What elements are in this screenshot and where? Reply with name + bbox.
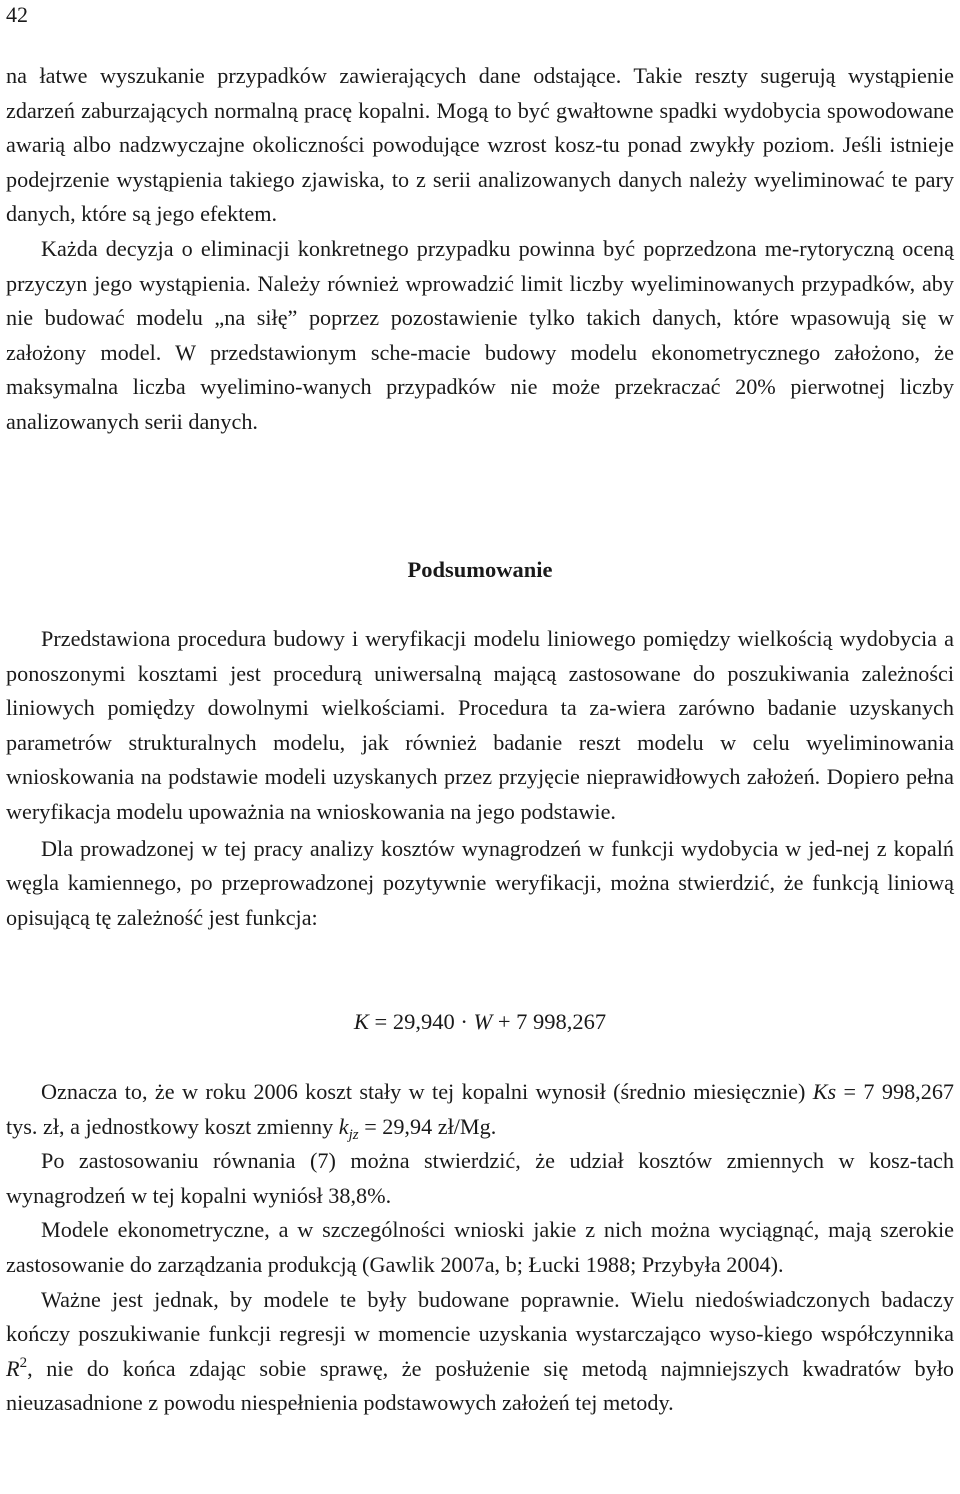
conclusion-text (6, 1075, 954, 1421)
paragraph (6, 1283, 954, 1421)
text-run: = 29,94 zł/Mg. (358, 1113, 497, 1139)
paragraph: Modele ekonometryczne, a w szczególności wnioski jakie z nich można wyciągnąć, mają szerokie zastosowanie do zarządzania produkcją (Gawlik 2007a, b; Łucki 1988; Przybyła 2004). (6, 1217, 954, 1277)
paragraph: Każda decyzja o eliminacji konkretnego przypadku powinna być poprzedzona me-rytoryczną oceną przyczyn jego wystąpienia. Należy również wprowadzić limit liczby wyeliminowanych przypadków, aby nie budować modelu „na siłę” poprzez pozostawienie tylko takich danych, które wpasowują się w założony model. W przedstawionym sche-macie budowy modelu ekonometrycznego założono, że maksymalna liczba wyelimino-wanych przypadków nie może przekraczać 20% pierwotnej liczby analizowanych serii danych. (6, 235, 954, 434)
superscript-2: 2 (19, 1354, 28, 1371)
equation-variable-w: W (473, 1009, 493, 1034)
intro-text (6, 59, 954, 440)
equation-coefficient: = 29,940 · (368, 1009, 474, 1034)
text-run: , nie do końca zdając sobie sprawę, że posłużenie się metodą najmniejszych kwadratów było nieuzasadnione z powodu niespełnienia podstawowych założeń tej metody. (6, 1355, 954, 1416)
text-run: = 7 998,267 tys. zł, a jednostkowy koszt zmienny (6, 1079, 955, 1139)
symbol-ks: Ks (812, 1079, 837, 1104)
paragraph: Przedstawiona procedura budowy i weryfikacji modelu liniowego pomiędzy wielkością wydobycia a ponoszonymi kosztami jest procedurą uniwersalną mającą zastosowane do poszukiwania zależności liniowych pomiędzy dowolnymi wielkościami. Procedura ta za-wiera zarówno badanie uzyskanych parametrów strukturalnych modelu, jak również badanie reszt modelu w celu wyeliminowania wnioskowania na podstawie modeli uzyskanych przez przyjęcie nieprawidłowych założeń. Dopiero pełna weryfikacja modelu upoważnia na wnioskowania na jego podstawie. (6, 626, 954, 824)
page-number: 42 (6, 2, 28, 27)
paragraph: Po zastosowaniu równania (7) można stwierdzić, że udział kosztów zmiennych w kosz-tach wynagrodzeń w tej kopalni wyniósł 38,8%. (6, 1148, 954, 1208)
text-run: Oznacza to, że w roku 2006 koszt stały w tej kopalni wynosił (średnio miesięcznie) (41, 1079, 813, 1104)
symbol-k: k (338, 1113, 349, 1139)
text-run: Ważne jest jednak, by modele te były budowane poprawnie. Wielu niedoświadczonych badaczy kończy poszukiwanie funkcji regresji w momencie uzyskania wystarczająco wyso-kiego współczynnika (6, 1286, 954, 1347)
section-heading: Podsumowanie (407, 557, 553, 582)
equation-variable-k: K (353, 1009, 369, 1034)
paragraph: na łatwe wyszukanie przypadków zawierających dane odstające. Takie reszty sugerują wystąpienie zdarzeń zaburzających normalną pracę kopalni. Mogą to być gwałtowne spadki wydobycia spowodowane awarią albo nadzwyczajne okoliczności powodujące wzrost kosz-tu ponad zwykły poziom. Jeśli istnieje podejrzenie wystąpienia takiego zjawiska, to z serii analizowanych danych należy wyeliminować te pary danych, które są jego efektem. (6, 63, 954, 227)
equation-constant: + 7 998,267 (492, 1009, 607, 1034)
paragraph: Dla prowadzonej w tej pracy analizy kosztów wynagrodzeń w funkcji wydobycia w jed-nej z kopalń węgla kamiennego, po przeprowadzonej pozytywnie weryfikacji, można stwierdzić, że funkcją liniową opisującą tę zależność jest funkcja: (6, 835, 954, 930)
symbol-r: R (6, 1355, 20, 1381)
summary-text (6, 622, 954, 935)
paragraph (6, 1075, 954, 1144)
cost-equation (0, 1005, 960, 1039)
symbol-subscript-jz: jz (348, 1126, 359, 1143)
